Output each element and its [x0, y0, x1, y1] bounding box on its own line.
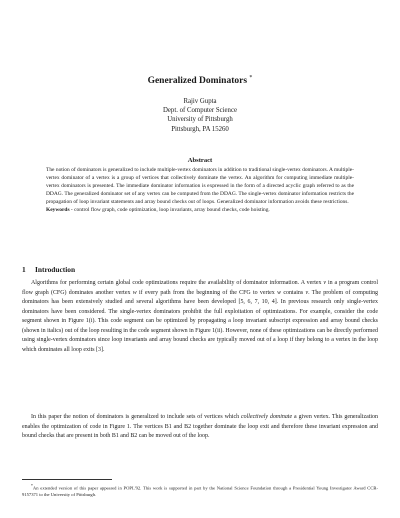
p1-var: w — [132, 289, 137, 296]
author-name: Rajiv Gupta — [183, 98, 217, 105]
section-number: 1 — [22, 265, 26, 274]
footnote-mark: * — [31, 484, 33, 488]
author-city: Pittsburgh, PA 15260 — [171, 125, 229, 133]
p1-span: in a program control flow graph (CFG) dominates another vertex — [22, 280, 378, 296]
footnote-text: An extended version of this paper appeared in POPL'92. This work is supported in part by the National Science Foundation through a Presidential Young Investigator Award CCR-9157371 to the University of Pittsburgh. — [22, 485, 378, 498]
p2-span: In this paper the notion of dominators is generalized to include sets of vertices which — [31, 414, 242, 420]
abstract-heading: Abstract — [187, 157, 213, 164]
p2-span: a given vertex. This generalization enables the optimization of code in Figure 1. The vertices B1 and B2 together dominate the loop exit and therefore these invariant expression and bound checks that are present in both B1 and B2 can be moved out of the loop. — [22, 414, 378, 440]
keywords-label: Keywords — [46, 207, 70, 214]
abstract-text: The notion of dominators is generalized to include multiple-vertex dominators in addition to traditional single-vertex dominators. A multiple-vertex dominator of a vertex is a group of vertices that collectively dominate the vertex. An algorithm for computing immediate multiple-vertex dominators is presented. The immediate dominator information is expressed in the form of a directed acyclic graph referred to as the DDAG. The generalized dominator set of any vertex can be computed from the DDAG. The single-vertex dominator information restricts the propagation of loop invariant statements and array bound checks out of loops. Generalized dominator information avoids these restrictions. — [46, 167, 354, 206]
p1-span: if every path from the beginning of the CFG to vertex — [136, 289, 278, 296]
author-dept: Dept. of Computer Science — [163, 107, 237, 115]
author-university: University of Pittsburgh — [167, 116, 233, 124]
paper-title — [0, 72, 400, 87]
abstract-body — [46, 166, 354, 215]
section-heading — [22, 265, 75, 275]
p1-var: v — [305, 289, 309, 296]
paper-title-text: Generalized Dominators — [147, 76, 248, 87]
section-title: Introduction — [35, 265, 76, 274]
intro-paragraph-1 — [22, 279, 378, 355]
p1-var: v — [323, 280, 327, 286]
p1-span: . The problem of computing dominators has been extensively studied and several algorithms have been developed [5, 6, 7, 10, 4]. In previous research only single-vertex dominators have been considered. The single-vertex dominators prohibit the full exploitation of optimizations. For example, consider the code segment shown in Figure 1(i). This code segment can be optimized by propagating a loop invariant subscript expression and array bound checks (shown in italics) out of the loop resulting in the code segment shown in Figure 1(ii). However, none of these optimizations can be directly performed using single-vertex dominators since loop invariants and array bound checks are typically moved out of a loop if they belong to a vertex in the loop which dominates all loop exits [3]. — [22, 289, 379, 353]
p2-emphasis: collectively dominate — [241, 414, 293, 420]
p1-span: contains — [281, 289, 306, 296]
title-footnote-mark: * — [249, 75, 253, 81]
author-block — [0, 97, 400, 134]
p1-span: Algorithms for performing certain global code optimizations require the availability of dominator information. A vertex — [31, 280, 324, 286]
intro-paragraph-2 — [22, 413, 378, 442]
footnote-rule — [22, 479, 112, 480]
p1-var: w — [277, 289, 282, 296]
keywords-text: - control flow graph, code optimization, loop invariants, array bound checks, code hoisting. — [70, 207, 270, 214]
keywords-line — [46, 206, 354, 214]
footnote — [22, 483, 378, 499]
